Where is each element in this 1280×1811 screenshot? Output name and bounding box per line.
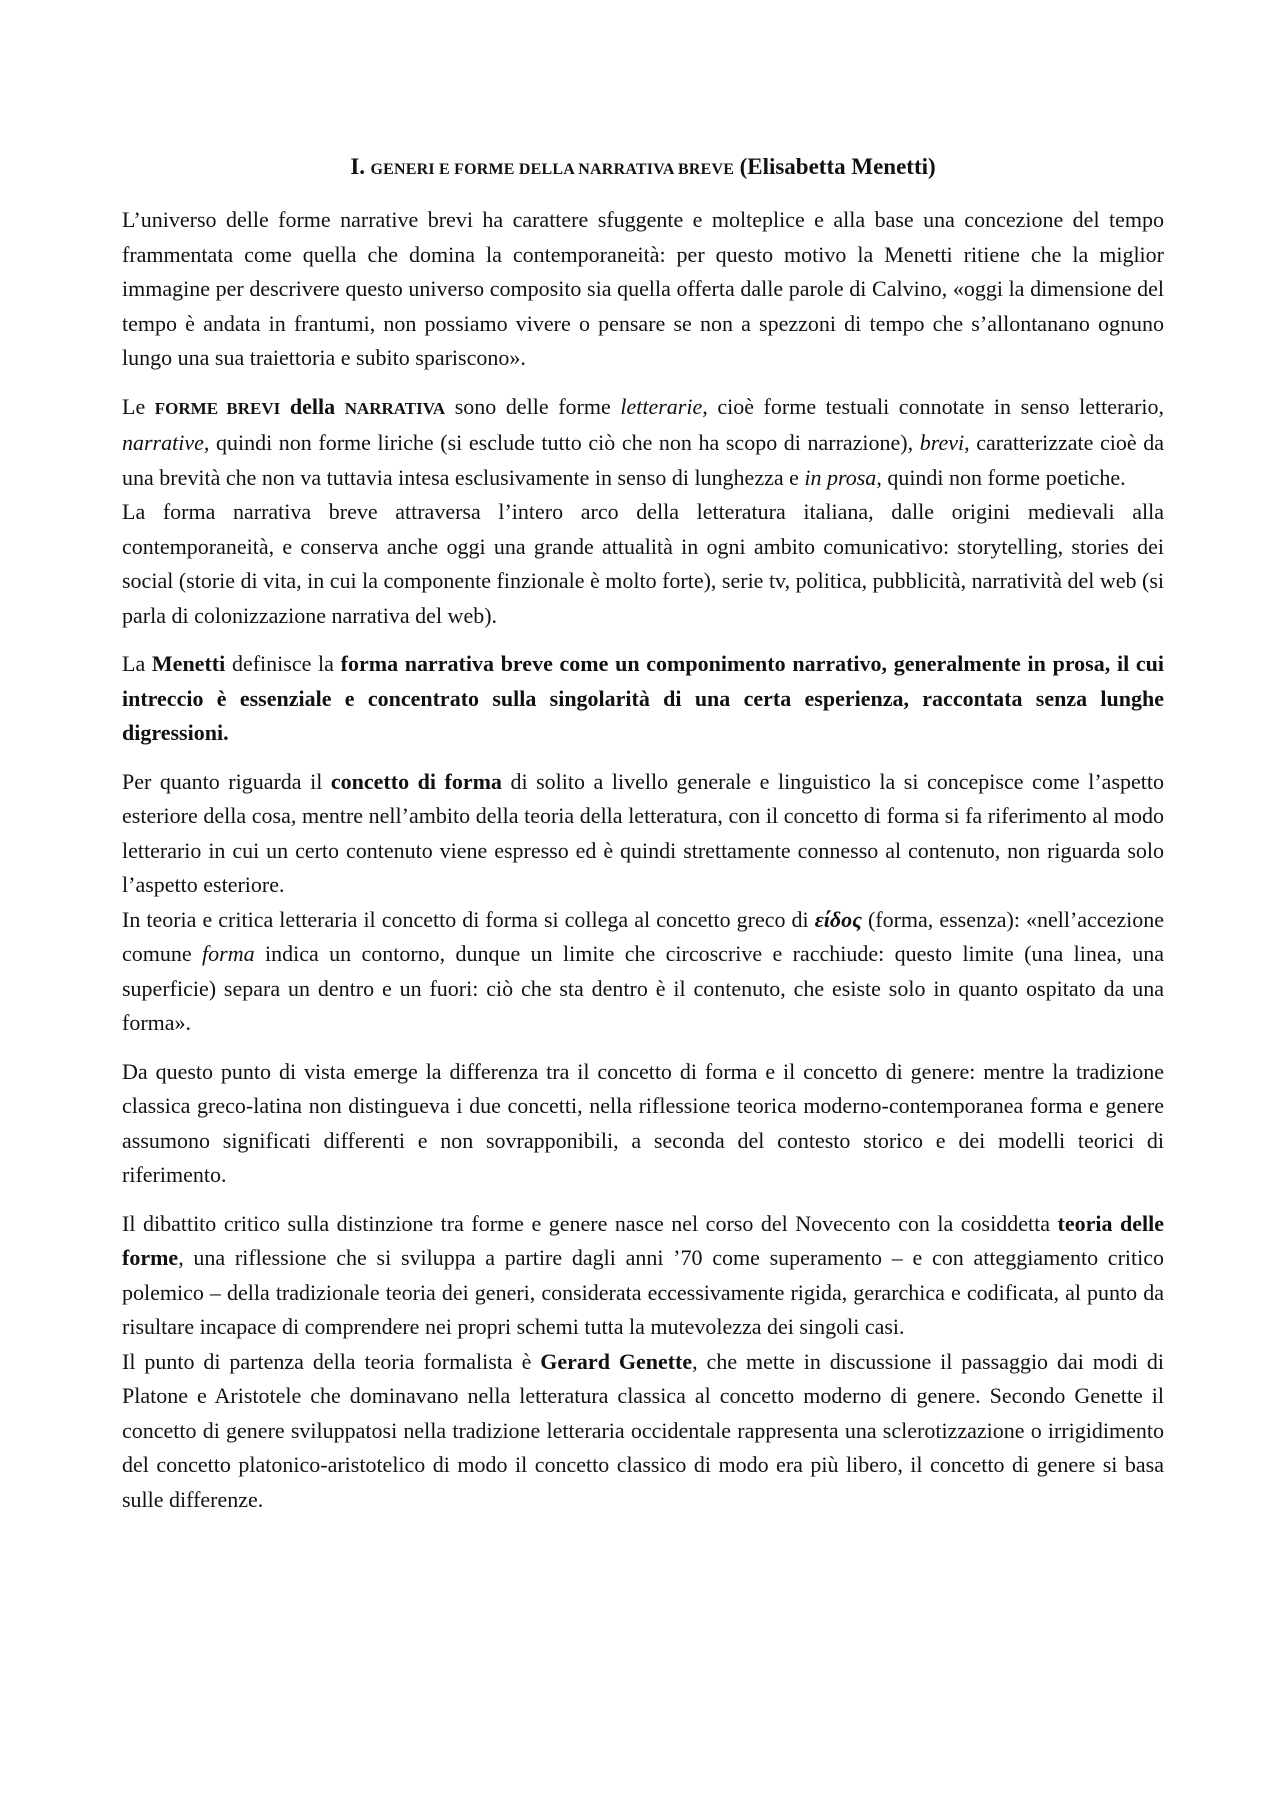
- paragraph-genette: Il punto di partenza della teoria formalista è Gerard Genette, che mette in discussione il passaggio dai modi di Platone e Aristotele che dominavano nella letteratura classica al concetto moderno di genere. Secondo Genette il concetto di genere sviluppatosi nella tradizione letteraria occidentale rappresenta una sclerotizzazione o irrigidimento del concetto platonico-aristotelico di modo il concetto classico di modo era più libero, il concetto di genere si basa sulle differenze.: [122, 1348, 1165, 1512]
- paragraph-definizione: La Menetti definisce la forma narrativa breve come un componimento narrativo, generalmente in prosa, il cui intreccio è essenziale e concentrato sulla singolarità di una certa esperienza, raccontata senza lunghe digressioni.: [122, 651, 1165, 745]
- chapter-title: [122, 150, 1164, 187]
- paragraph-differenza: Da questo punto di vista emerge la differenza tra il concetto di forma e il concetto di genere: mentre la tradizione classica greco-latina non distingueva i due concetti, nella riflessione teorica moderno-contemporanea forma e genere assumono significati differenti e non sovrapponibili, a seconda del contesto storico e dei modelli teorici di riferimento.: [122, 1058, 1164, 1187]
- chapter-author: (Elisabetta Menetti): [739, 154, 936, 179]
- chapter-number: I.: [350, 154, 366, 179]
- paragraph-attraversa: La forma narrativa breve attraversa l’intero arco della letteratura italiana, dalle origini medievali alla contemporaneità, e conserva anche oggi una grande attualità in ogni ambito comunicativo: storytelling, stories dei social (storie di vita, in cui la componente finzionale è molto forte), serie tv, politica, pubblicità, narratività del web (si parla di colonizzazione narrativa del web).: [122, 499, 1165, 628]
- paragraph-forme-brevi: Le FORME BREVI della NARRATIVA sono delle forme letterarie, cioè forme testuali connotate in senso letterario, narrative, quindi non forme liriche (si esclude tutto ciò che non ha scopo di narrazione), brevi, caratterizzate cioè da una brevità che non va tuttavia intesa esclusivamente in senso di lunghezza e in prosa, quindi non forme poetiche.: [122, 393, 1165, 490]
- document-page: [122, 150, 1164, 1517]
- chapter-heading: GENERI E FORME DELLA NARRATIVA BREVE: [370, 161, 735, 178]
- paragraph-dibattito: Il dibattito critico sulla distinzione tra forme e genere nasce nel corso del Novecento con la cosiddetta teoria delle forme, una riflessione che si sviluppa a partire dagli anni ’70 come superamento – e con atteggiamento critico polemico – della tradizionale teoria dei generi, considerata eccessivamente rigida, gerarchica e codificata, al punto da risultare incapace di comprendere nei propri schemi tutta la mutevolezza dei singoli casi.: [122, 1210, 1164, 1339]
- paragraph-eidos: In teoria e critica letteraria il concetto di forma si collega al concetto greco di είδος (forma, essenza): «nell’accezione comune forma indica un contorno, dunque un limite che circoscrive e racchiude: questo limite (una linea, una superficie) separa un dentro e un fuori: ciò che sta dentro è il contenuto, che esiste solo in quanto ospitato da una forma».: [122, 906, 1164, 1035]
- paragraph-concetto-forma: Per quanto riguarda il concetto di forma di solito a livello generale e linguistico la si concepisce come l’aspetto esteriore della cosa, mentre nell’ambito della teoria della letteratura, con il concetto di forma si fa riferimento al modo letterario in cui un certo contenuto viene espresso ed è quindi strettamente connesso al contenuto, non riguarda solo l’aspetto esteriore.: [122, 768, 1164, 897]
- paragraph-intro: L’universo delle forme narrative brevi ha carattere sfuggente e molteplice e alla base una concezione del tempo frammentata come quella che domina la contemporaneità: per questo motivo la Menetti ritiene che la miglior immagine per descrivere questo universo composito sia quella offerta dalle parole di Calvino, «oggi la dimensione del tempo è andata in frantumi, non possiamo vivere o pensare se non a spezzoni di tempo che s’allontanano ognuno lungo una sua traiettoria e subito spariscono».: [122, 207, 1164, 370]
